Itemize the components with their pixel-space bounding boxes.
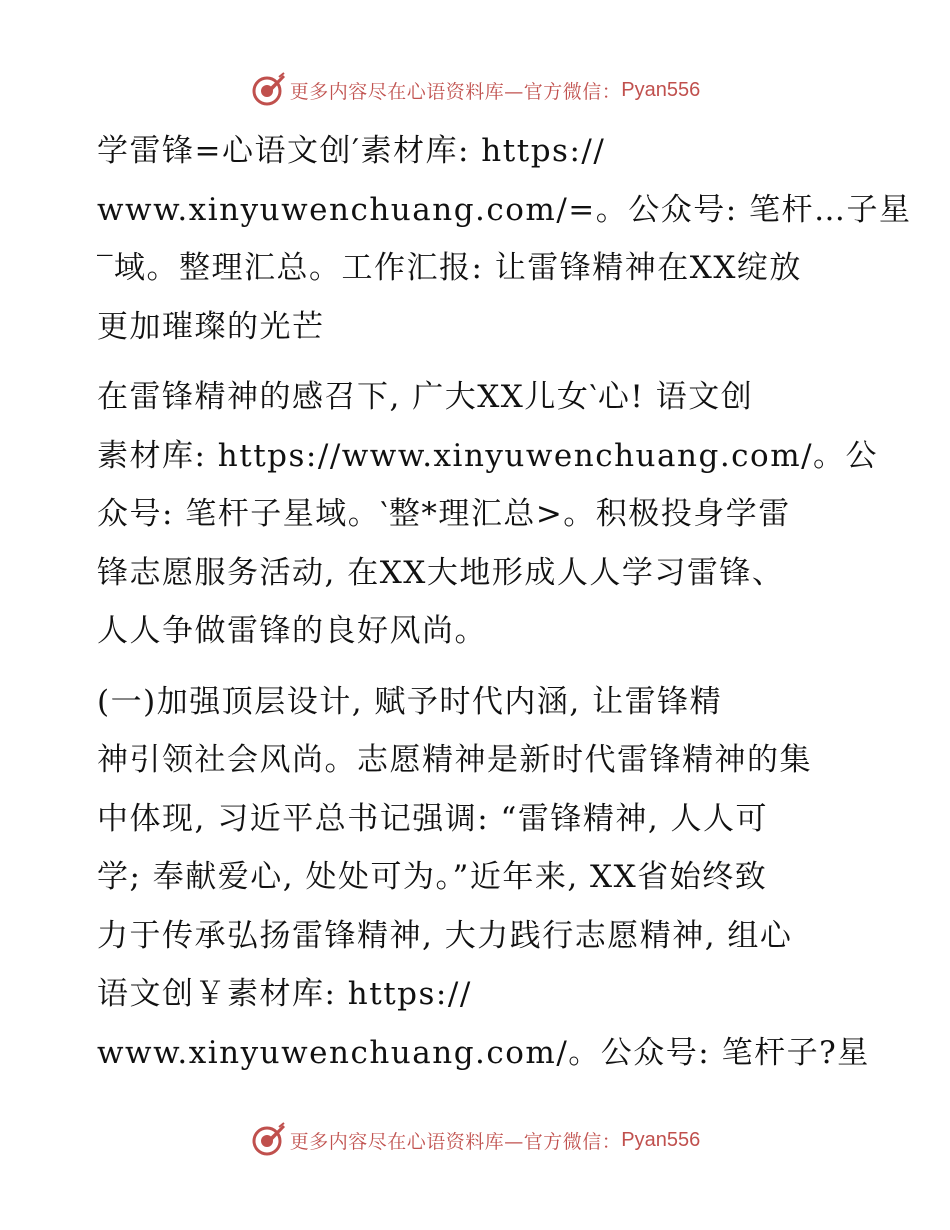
text-line: 神引领社会风尚。志愿精神是新时代雷锋精神的集 xyxy=(97,742,812,778)
text-line: www.xinyuwenchuang.com/。公众号: 笔杆子?星 xyxy=(97,1034,870,1071)
text-line: 语文创￥素材库: https:// xyxy=(97,976,472,1012)
quill-logo-icon xyxy=(250,1121,288,1159)
header-text: 更多内容尽在心语资料库—官方微信： xyxy=(289,80,622,103)
footer-wechat-handle: Pyan556 xyxy=(621,1128,701,1151)
text-line: 锋志愿服务活动, 在XX大地形成人人学习雷锋、 xyxy=(97,554,785,591)
text-line: 众号: 笔杆子星域。‵整*理汇总>。积极投身学雷 xyxy=(97,496,791,532)
paragraph-1 xyxy=(97,122,912,356)
text-line: 力于传承弘扬雷锋精神, 大力践行志愿精神, 组心 xyxy=(97,917,793,954)
text-line: 更加璀璨的光芒 xyxy=(97,308,325,345)
text-line: 人人争做雷锋的良好风尚。 xyxy=(97,613,487,649)
quill-logo-icon xyxy=(250,71,288,109)
text-line: 素材库: https://www.xinyuwenchuang.com/。公 xyxy=(97,437,879,474)
text-line: 中体现, 习近平总书记强调: “雷锋精神, 人人可 xyxy=(97,800,769,837)
footer-banner xyxy=(0,1118,950,1162)
text-line: ‾域。整理汇总。工作汇报: 让雷锋精神在XX绽放 xyxy=(97,250,802,286)
paragraph-2 xyxy=(97,368,879,661)
text-line: 学; 奉献爱心, 处处可为。”近年来, XX省始终致 xyxy=(97,859,768,895)
text-line: (一)加强顶层设计, 赋予时代内涵, 让雷锋精 xyxy=(97,683,723,720)
document-body xyxy=(97,122,912,1082)
footer-text: 更多内容尽在心语资料库—官方微信： xyxy=(289,1130,622,1153)
header-banner xyxy=(0,68,950,112)
text-line: www.xinyuwenchuang.com/=。公众号: 笔杆…子星 xyxy=(97,191,912,228)
paragraph-3 xyxy=(97,673,870,1083)
header-wechat-handle: Pyan556 xyxy=(621,78,701,101)
text-line: 学雷锋=心语文创′素材库: https:// xyxy=(97,133,606,169)
text-line: 在雷锋精神的感召下, 广大XX儿女‵心! 语文创 xyxy=(97,379,754,415)
